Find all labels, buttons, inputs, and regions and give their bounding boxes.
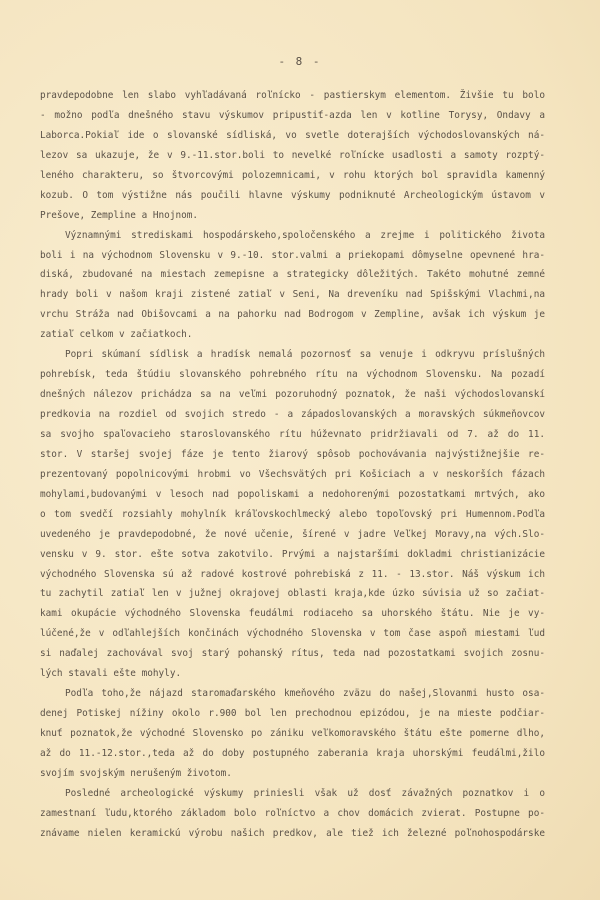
text-line: mohylami,budovanými v lesoch nad popoliskami a nedohorenými pozostatkami mrtvých, ako	[40, 488, 545, 500]
text-line: denej Potiskej nížiny okolo r.900 bol len prechodnou epizódou, je na mieste podčiar-	[40, 708, 545, 720]
text-line: kozub. O tom výstižne nás poučili hlavne výskumy podniknuté Archeologickým ústavom v	[40, 189, 545, 201]
text-line: diská, zbudované na miestach zemepisne a strategicky dôležitých. Takéto mohutné zemné	[40, 269, 545, 281]
text-line: sa svojho spaľovacieho staroslovanského rítu húževnato pridržiavali od 7. až do 11.	[40, 428, 545, 440]
paragraph	[40, 226, 545, 346]
text-line: boli i na východnom Slovensku v 9.-10. stor.valmi a priekopami dômyselne opevnené hra-	[40, 249, 545, 261]
paragraph	[40, 86, 545, 226]
text-line: pravdepodobne len slabo vyhľadávaná roľnícko - pastierskym elementom. Živšie tu bolo	[40, 90, 545, 101]
text-line: až do 11.-12.stor.,teda až do doby postupného zaberania kraja uhorskými feudálmi,žilo	[40, 747, 545, 759]
text-line: Posledné archeologické výskumy priniesli však už dosť závažných poznatkov i o	[65, 787, 545, 799]
text-line: svojím svojským nerušeným životom.	[40, 767, 232, 779]
text-line: východného Slovenska sú až radové kostrové pohrebiská z 11. - 13.stor. Náš výskum ich	[40, 568, 545, 580]
text-line: lých stavali ešte mohyly.	[40, 668, 182, 680]
text-line: tu zachytil zatiaľ len v južnej okrajovej oblasti kraja,kde úzko súvisia už so začiat-	[40, 588, 545, 600]
text-line: Podľa toho,že nájazd staromaďarského kmeňového zväzu do našej,Slovanmi husto osa-	[65, 688, 545, 700]
text-line: lúčené,že v odľahlejších končinách východného Slovenska v tom čase aspoň miestami ľud	[40, 628, 545, 640]
page-number: - 8 -	[278, 55, 322, 68]
text-line: stor. V staršej svojej fáze je tento žiarový spôsob pochovávania najvýstižnejšie re-	[40, 448, 545, 460]
text-line: Laborca.Pokiaľ ide o slovanské sídliská, vo svetle doterajších východoslovanských ná-	[40, 129, 545, 141]
text-line: kami okupácie východného Slovenska feudálmi rodiaceho sa uhorského štátu. Nie je vy-	[40, 608, 545, 620]
text-line: predkovia na rozdiel od svojich stredo - a západoslovanských a moravských súkmeňovcov	[40, 409, 545, 420]
text-line: vensku v 9. stor. ešte sotva zakotvilo. Prvými a najstaršími dokladmi christianizácie	[40, 548, 545, 560]
text-line: hrady boli v našom kraji zistené zatiaľ v Seni, Na dreveníku nad Spišskými Vlachmi,na	[40, 289, 545, 301]
text-line: zatiaľ celkom v začiatkoch.	[40, 329, 193, 341]
text-line: Významnými strediskami hospodárskeho,spoločenského a zrejme i politického života	[65, 229, 545, 241]
text-line: dnešných nálezov prichádza sa na veľmi pozoruhodný poznatok, že naši východoslovanskí	[40, 389, 545, 401]
paragraph	[40, 345, 545, 684]
text-line: knuť poznatok,že východné Slovensko po zániku veľkomoravského štátu ešte pomerne dlho,	[40, 728, 545, 739]
paragraph	[40, 684, 545, 784]
text-line: prezentovaný popolnicovými hrobmi vo Všechsvätých pri Košiciach a v neskorších fázach	[40, 468, 545, 480]
paragraph	[40, 784, 545, 844]
text-line: zamestnaní ľudu,ktorého základom bolo roľníctvo a chov domácich zvierat. Postupne po-	[40, 807, 545, 819]
text-line: vrchu Stráža nad Obišovcami a na pahorku nad Bodrogom v Zempline, avšak ich výskum je	[40, 309, 545, 321]
body-text	[40, 86, 545, 844]
text-line: uvedeného je pravdepodobné, že nové učenie, šírené v jadre Veľkej Moravy,na vých.Slo-	[40, 528, 545, 540]
text-line: Prešove, Zempline a Hnojnom.	[40, 209, 199, 221]
text-line: - možno podľa dnešného stavu výskumov pripustiť-azda len v kotline Torysy, Ondavy a	[40, 109, 545, 121]
text-line: leného charakteru, so štvorcovými polozemnicami, v rohu ktorých bol spravidla kamenný	[40, 169, 545, 181]
text-line: si naďalej zachovával svoj starý pohanský rítus, teda nad pozostatkami svojich zosnu-	[40, 648, 545, 660]
text-line: pohrebísk, teda štúdiu slovanského pohrebného rítu na východnom Slovensku. Na pozadí	[40, 369, 545, 381]
text-line: Popri skúmaní sídlisk a hradísk nemalá pozornosť sa venuje i odkryvu príslušných	[65, 349, 545, 361]
text-line: lezov sa ukazuje, že v 9.-11.stor.boli to nevelké roľnícke usadlosti a samoty rozptý-	[40, 149, 545, 161]
text-line: znávame nielen keramickú výrobu našich predkov, ale tiež ich železné poľnohospodárske	[40, 827, 545, 839]
text-line: o tom svedčí rozsiahly mohylník kráľovskochlmecký alebo topoľovský pri Humennom.Podľa	[40, 508, 545, 520]
